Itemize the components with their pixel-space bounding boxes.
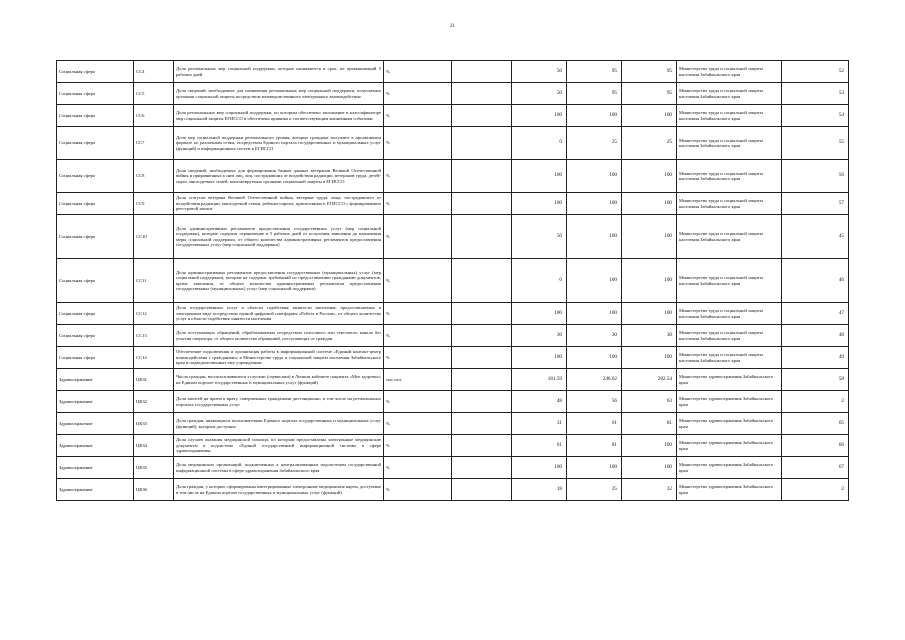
base-value-cell — [452, 391, 512, 413]
indicator-cell: Обеспечение подключения и организация работы в информационной системе «Единый контакт-центр взаимодействия с гражданами» в Министерстве труда и социальной защиты населения Забайкальского края и подведомственных ему учреждениях — [174, 347, 384, 369]
row-number-cell: 65 — [782, 413, 849, 435]
value-3-cell: 25 — [622, 127, 677, 160]
base-value-cell — [452, 160, 512, 193]
responsible-cell: Министерство здравоохранения Забайкальского края — [677, 391, 782, 413]
base-value-cell — [452, 435, 512, 457]
sphere-cell: Социальная сфера — [57, 325, 134, 347]
responsible-cell: Министерство труда и социальной защиты населения Забайкальского края — [677, 347, 782, 369]
sphere-cell: Социальная сфера — [57, 215, 134, 259]
value-2-cell: 25 — [567, 479, 622, 501]
unit-cell: % — [384, 303, 452, 325]
value-2-cell: 100 — [567, 347, 622, 369]
value-2-cell: 100 — [567, 215, 622, 259]
unit-cell: % — [384, 347, 452, 369]
table-row — [57, 369, 849, 391]
value-3-cell: 100 — [622, 105, 677, 127]
value-2-cell: 100 — [567, 160, 622, 193]
value-1-cell: 30 — [512, 325, 567, 347]
unit-cell: % — [384, 83, 452, 105]
value-3-cell: 32 — [622, 479, 677, 501]
indicator-cell: Доля граждан, у которых сформированы интегрированные электронные медицинские карты, доступные в том числе на Едином портале государственных и муниципальных услуг (функций) — [174, 479, 384, 501]
value-1-cell: 50 — [512, 61, 567, 83]
value-2-cell: 81 — [567, 435, 622, 457]
value-1-cell: 100 — [512, 160, 567, 193]
sphere-cell: Социальная сфера — [57, 105, 134, 127]
unit-cell: % — [384, 413, 452, 435]
value-1-cell: 0 — [512, 259, 567, 303]
sphere-cell: Социальная сфера — [57, 347, 134, 369]
code-cell: ЦКЗ2 — [134, 391, 174, 413]
value-3-cell: 100 — [622, 193, 677, 215]
code-cell: ЦКЗ1 — [134, 369, 174, 391]
indicator-cell: Доля записей на прием к врачу, совершенных гражданами дистанционно, в том числе на региональных порталах государственных услуг — [174, 391, 384, 413]
value-2-cell: 100 — [567, 105, 622, 127]
table-row — [57, 391, 849, 413]
unit-cell: % — [384, 193, 452, 215]
row-number-cell: 56 — [782, 160, 849, 193]
row-number-cell: 49 — [782, 347, 849, 369]
row-number-cell: 46 — [782, 259, 849, 303]
unit-cell: % — [384, 325, 452, 347]
indicator-cell: Доля статусов ветерана Великой Отечественной войны, ветерана труда, лица, пострадавшего от воздействия радиации, многодетной семьи, ребенка-сироты, присвоенных в ЕГИССО с формированием реестровой записи — [174, 193, 384, 215]
sphere-cell: Социальная сфера — [57, 61, 134, 83]
indicator-cell: Доля сведений, необходимых для формирования банков данных ветеранов Великой Отечественной войны и приравненных к ним лиц, лиц, пострадавших от воздействия радиации, ветеранов труда, детей-сирот, многодетных семей, контактируемых органами социальной защиты в ЕГИССО — [174, 160, 384, 193]
base-value-cell — [452, 325, 512, 347]
sphere-cell: Социальная сфера — [57, 160, 134, 193]
base-value-cell — [452, 259, 512, 303]
base-value-cell — [452, 61, 512, 83]
code-cell: СС9 — [134, 193, 174, 215]
table-row — [57, 160, 849, 193]
responsible-cell: Министерство труда и социальной защиты населения Забайкальского края — [677, 193, 782, 215]
value-2-cell: 95 — [567, 61, 622, 83]
table-row — [57, 61, 849, 83]
responsible-cell: Министерство здравоохранения Забайкальского края — [677, 413, 782, 435]
code-cell: СС13 — [134, 325, 174, 347]
indicator-cell: Доля государственных услуг в области содействия занятости населения, предоставляемых в электронном виде посредством единой цифровой платформы «Работа в России», от общего количества услуг в области содействия занятости населения — [174, 303, 384, 325]
row-number-cell: 48 — [782, 325, 849, 347]
sphere-cell: Здравоохранение — [57, 457, 134, 479]
value-3-cell: 100 — [622, 160, 677, 193]
value-3-cell: 100 — [622, 215, 677, 259]
indicator-cell: Доля граждан, являющихся пользователями Единого портала государственных и муниципальных услуг (функций), которым доступны — [174, 413, 384, 435]
code-cell: СС11 — [134, 259, 174, 303]
unit-cell: % — [384, 435, 452, 457]
indicator-cell: Доля административных регламентов предоставления государственных услуг (мер социальной поддержки), которые содержат ограничение в 5 рабочих дней от получения заявления до назначения меры социальной поддержки, от общего количества административных регламентов предоставления государственных услуг (мер социальной поддержки) — [174, 215, 384, 259]
value-3-cell: 81 — [622, 413, 677, 435]
value-3-cell: 63 — [622, 391, 677, 413]
sphere-cell: Социальная сфера — [57, 83, 134, 105]
row-number-cell: 55 — [782, 127, 849, 160]
value-2-cell: 25 — [567, 127, 622, 160]
value-3-cell: 100 — [622, 435, 677, 457]
table-row — [57, 105, 849, 127]
code-cell: ЦКЗ3 — [134, 413, 174, 435]
code-cell: СС7 — [134, 127, 174, 160]
row-number-cell: 2 — [782, 479, 849, 501]
row-number-cell: 66 — [782, 435, 849, 457]
responsible-cell: Министерство здравоохранения Забайкальского края — [677, 435, 782, 457]
unit-cell: % — [384, 391, 452, 413]
row-number-cell: 67 — [782, 457, 849, 479]
value-3-cell: 95 — [622, 61, 677, 83]
unit-cell: % — [384, 259, 452, 303]
value-3-cell: 30 — [622, 325, 677, 347]
base-value-cell — [452, 83, 512, 105]
base-value-cell — [452, 303, 512, 325]
value-2-cell: 246.02 — [567, 369, 622, 391]
indicators-table — [56, 60, 849, 501]
indicator-cell: Доля административных регламентов предоставления государственных (муниципальных) услуг (мер социальной поддержки), которые не содержат требований по предоставлению гражданами документов, кроме заявления, от общего количества административных регламентов предоставления государственных (муниципальных) услуг (мер социальной поддержки) — [174, 259, 384, 303]
unit-cell: % — [384, 160, 452, 193]
table-row — [57, 193, 849, 215]
value-1-cell: 181.59 — [512, 369, 567, 391]
responsible-cell: Министерство труда и социальной защиты населения Забайкальского края — [677, 215, 782, 259]
unit-cell: % — [384, 127, 452, 160]
value-2-cell: 100 — [567, 193, 622, 215]
responsible-cell: Министерство труда и социальной защиты населения Забайкальского края — [677, 259, 782, 303]
unit-cell: % — [384, 479, 452, 501]
table-row — [57, 479, 849, 501]
value-3-cell: 282.54 — [622, 369, 677, 391]
sphere-cell: Здравоохранение — [57, 435, 134, 457]
table-row — [57, 127, 849, 160]
value-1-cell: 61 — [512, 435, 567, 457]
code-cell: СС12 — [134, 303, 174, 325]
table-row — [57, 413, 849, 435]
table-row — [57, 259, 849, 303]
table-row — [57, 303, 849, 325]
base-value-cell — [452, 193, 512, 215]
code-cell: ЦКЗ6 — [134, 479, 174, 501]
indicator-cell: Доля случаев оказания медицинской помощи, по которым предоставлены электронные медицинские документы в подсистеме «Единой государственной информационной системы в сфере здравоохранения» — [174, 435, 384, 457]
responsible-cell: Министерство труда и социальной защиты населения Забайкальского края — [677, 105, 782, 127]
base-value-cell — [452, 347, 512, 369]
code-cell: СС5 — [134, 83, 174, 105]
indicator-cell: Число граждан, воспользовавшихся услугами (сервисами) в Личном кабинете пациента «Мое здоровье» на Едином портале государственных и муниципальных услуг (функций) — [174, 369, 384, 391]
responsible-cell: Министерство труда и социальной защиты населения Забайкальского края — [677, 325, 782, 347]
value-2-cell: 95 — [567, 83, 622, 105]
base-value-cell — [452, 127, 512, 160]
code-cell: СС10 — [134, 215, 174, 259]
table-row — [57, 215, 849, 259]
table-row — [57, 325, 849, 347]
unit-cell: тыс.чел. — [384, 369, 452, 391]
row-number-cell: 45 — [782, 215, 849, 259]
base-value-cell — [452, 413, 512, 435]
indicator-cell: Доля медицинских организаций, подключенных к централизованным подсистемам государственной информационной системы в сфере здравоохранения Забайкальского края — [174, 457, 384, 479]
code-cell: ЦКЗ4 — [134, 435, 174, 457]
row-number-cell: 57 — [782, 193, 849, 215]
unit-cell: % — [384, 61, 452, 83]
value-3-cell: 95 — [622, 83, 677, 105]
sphere-cell: Здравоохранение — [57, 369, 134, 391]
responsible-cell: Министерство здравоохранения Забайкальского края — [677, 457, 782, 479]
responsible-cell: Министерство труда и социальной защиты населения Забайкальского края — [677, 127, 782, 160]
base-value-cell — [452, 105, 512, 127]
sphere-cell: Социальная сфера — [57, 303, 134, 325]
sphere-cell: Социальная сфера — [57, 193, 134, 215]
row-number-cell: 58 — [782, 369, 849, 391]
base-value-cell — [452, 457, 512, 479]
code-cell: СС4 — [134, 61, 174, 83]
indicator-cell: Доля региональных мер социальной поддержки, которые назначаются в срок, не превышающий 5 рабочих дней — [174, 61, 384, 83]
value-1-cell: 100 — [512, 303, 567, 325]
value-2-cell: 56 — [567, 391, 622, 413]
value-2-cell: 30 — [567, 325, 622, 347]
row-number-cell: 54 — [782, 105, 849, 127]
value-3-cell: 100 — [622, 347, 677, 369]
responsible-cell: Министерство труда и социальной защиты населения Забайкальского края — [677, 160, 782, 193]
code-cell: СС14 — [134, 347, 174, 369]
unit-cell: % — [384, 457, 452, 479]
value-1-cell: 18 — [512, 479, 567, 501]
value-3-cell: 100 — [622, 259, 677, 303]
value-1-cell: 100 — [512, 105, 567, 127]
indicator-cell: Доля поступающих обращений, обрабатываемых посредством голосового или текстового канала без участия оператора, от общего количества обращений, поступающих от граждан — [174, 325, 384, 347]
table-row — [57, 83, 849, 105]
value-3-cell: 100 — [622, 457, 677, 479]
indicator-cell: Доля мер социальной поддержки регионального уровня, которые граждане получают в проактивном формате по различным сетям, посредством Единого портала государственных и муниципальных услуг (функций) и информационных систем в ЕГИССО — [174, 127, 384, 160]
value-2-cell: 100 — [567, 259, 622, 303]
table-row — [57, 457, 849, 479]
value-1-cell: 100 — [512, 347, 567, 369]
table-row — [57, 435, 849, 457]
value-1-cell: 31 — [512, 413, 567, 435]
sphere-cell: Здравоохранение — [57, 479, 134, 501]
value-1-cell: 50 — [512, 83, 567, 105]
base-value-cell — [452, 369, 512, 391]
unit-cell: % — [384, 105, 452, 127]
code-cell: СС8 — [134, 160, 174, 193]
code-cell: ЦКЗ5 — [134, 457, 174, 479]
row-number-cell: 53 — [782, 83, 849, 105]
sphere-cell: Здравоохранение — [57, 413, 134, 435]
code-cell: СС6 — [134, 105, 174, 127]
base-value-cell — [452, 215, 512, 259]
responsible-cell: Министерство здравоохранения Забайкальского края — [677, 479, 782, 501]
page-number: 21 — [450, 24, 455, 29]
sphere-cell: Здравоохранение — [57, 391, 134, 413]
sphere-cell: Социальная сфера — [57, 259, 134, 303]
unit-cell: % — [384, 215, 452, 259]
indicator-cell: Доля региональных мер социальной поддержки, по которым обеспечено заполнение в классификаторе мер социальной защиты ЕГИССО и обеспечена привязка к соответствующим жизненным событиям — [174, 105, 384, 127]
value-1-cell: 100 — [512, 457, 567, 479]
value-2-cell: 61 — [567, 413, 622, 435]
value-1-cell: 48 — [512, 391, 567, 413]
base-value-cell — [452, 479, 512, 501]
indicator-cell: Доля сведений, необходимых для назначения региональных мер социальной поддержки, получаемых органами социальной защиты посредством межведомственного электронного взаимодействия — [174, 83, 384, 105]
value-2-cell: 100 — [567, 303, 622, 325]
table-row — [57, 347, 849, 369]
responsible-cell: Министерство здравоохранения Забайкальского края — [677, 369, 782, 391]
row-number-cell: 2 — [782, 391, 849, 413]
value-2-cell: 100 — [567, 457, 622, 479]
responsible-cell: Министерство труда и социальной защиты населения Забайкальского края — [677, 61, 782, 83]
value-1-cell: 100 — [512, 193, 567, 215]
row-number-cell: 52 — [782, 61, 849, 83]
sphere-cell: Социальная сфера — [57, 127, 134, 160]
row-number-cell: 47 — [782, 303, 849, 325]
responsible-cell: Министерство труда и социальной защиты населения Забайкальского края — [677, 303, 782, 325]
responsible-cell: Министерство труда и социальной защиты населения Забайкальского края — [677, 83, 782, 105]
value-1-cell: 50 — [512, 215, 567, 259]
value-3-cell: 100 — [622, 303, 677, 325]
value-1-cell: 0 — [512, 127, 567, 160]
